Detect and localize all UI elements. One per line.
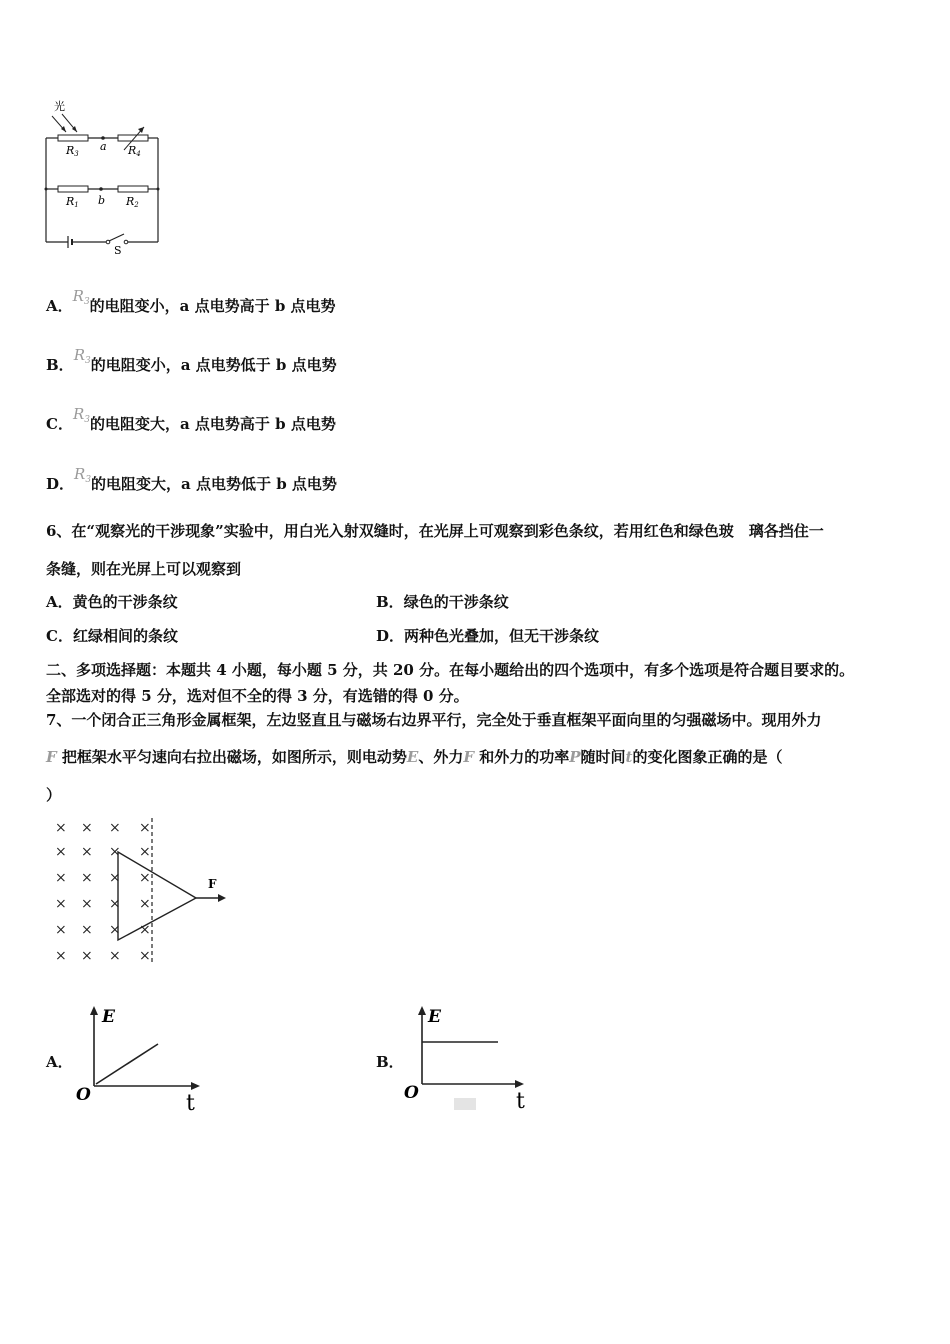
circuit-diagram	[40, 96, 170, 258]
graph-option-a	[72, 1000, 212, 1116]
graph-line	[96, 1044, 158, 1084]
option-var: $R_3$	[72, 287, 90, 307]
switch-label: S	[114, 244, 122, 257]
field-x-mark: ×	[109, 922, 121, 938]
x-axis-arrow	[191, 1082, 200, 1090]
q5-option-c	[46, 405, 336, 440]
force-arrow-head	[218, 894, 226, 902]
q5-option-d	[46, 465, 337, 500]
field-x-mark: ×	[81, 922, 93, 938]
field-x-mark: ×	[55, 844, 67, 860]
field-x-mark: ×	[139, 820, 151, 836]
q6-option-a: A．黄色的干涉条纹	[46, 593, 178, 611]
q6-option-c: C．红绿相间的条纹	[46, 627, 178, 645]
resistor-r2	[118, 186, 148, 192]
var-e: E	[406, 748, 419, 766]
field-marks	[55, 820, 151, 964]
option-var: $R_3$	[73, 346, 91, 366]
field-x-mark: ×	[55, 948, 67, 964]
q7-stem-line3: ）	[46, 786, 62, 804]
field-x-mark: ×	[139, 922, 151, 938]
option-text: 的电阻变小，a 点电势高于 b 点电势	[89, 297, 336, 315]
y-axis-label: E	[428, 1007, 441, 1027]
field-x-mark: ×	[55, 896, 67, 912]
graph-option-b	[400, 1000, 540, 1116]
q5-option-b	[46, 346, 337, 381]
field-x-mark: ×	[81, 870, 93, 886]
q7-stem-line1: 7、一个闭合正三角形金属框架，左边竖直且与磁场右边界平行，完全处于垂直框架平面向里的匀强磁场中。现用外力	[46, 711, 822, 729]
field-x-mark: ×	[139, 896, 151, 912]
field-x-mark: ×	[81, 896, 93, 912]
field-x-mark: ×	[55, 922, 67, 938]
var-p: P	[569, 748, 581, 766]
field-x-mark: ×	[109, 948, 121, 964]
origin-label: O	[404, 1083, 419, 1103]
magnetic-field-figure	[46, 814, 236, 970]
field-x-mark: ×	[109, 844, 121, 860]
r3-label: R3	[66, 144, 79, 158]
q7-option-a-label: A．	[46, 1053, 73, 1071]
section2-heading-line1: 二、多项选择题：本题共 4 小题，每小题 5 分，共 20 分。在每小题给出的四个选项中，有多个选项是符合题目要求的。	[46, 661, 855, 679]
field-x-mark: ×	[81, 844, 93, 860]
option-label: D．	[46, 475, 75, 493]
origin-label: O	[76, 1085, 91, 1105]
r1-label: R1	[66, 195, 79, 209]
q6-stem-line2: 条缝，则在光屏上可以观察到	[46, 560, 242, 578]
field-x-mark: ×	[109, 896, 121, 912]
field-x-mark: ×	[109, 820, 121, 836]
var-t: t	[625, 748, 633, 766]
y-axis-arrow	[418, 1006, 426, 1015]
field-x-mark: ×	[139, 948, 151, 964]
var-f: F	[46, 748, 57, 766]
resistor-r3	[58, 135, 88, 141]
x-axis-arrow	[515, 1080, 524, 1088]
option-var: $R_3$	[74, 465, 92, 485]
x-axis-label: t	[516, 1089, 525, 1114]
q6-stem-line1: 6、在“观察光的干涉现象”实验中，用白光入射双缝时，在光屏上可观察到彩色条纹，若用红色和绿色玻 璃各挡住一	[46, 522, 824, 540]
y-axis-arrow	[90, 1006, 98, 1015]
section2-heading-line2: 全部选对的得 5 分，选对但不全的得 3 分，有选错的得 0 分。	[46, 687, 469, 705]
scan-artifact	[454, 1098, 476, 1110]
field-x-mark: ×	[55, 870, 67, 886]
field-x-mark: ×	[109, 870, 121, 886]
option-label: A．	[46, 297, 73, 315]
y-axis-label: E	[102, 1007, 115, 1027]
var-f: F	[463, 748, 474, 766]
field-x-mark: ×	[139, 844, 151, 860]
node-a-label: a	[100, 140, 107, 153]
q7-stem-line2: F 把框架水平匀速向右拉出磁场，如图所示，则电动势E、外力F 和外力的功率P随时间t的变化图象正确的是（	[46, 748, 783, 766]
q5-option-a	[46, 287, 336, 322]
switch-blade	[109, 234, 124, 241]
field-x-mark: ×	[139, 870, 151, 886]
node-b-dot	[99, 187, 103, 191]
resistor-r1	[58, 186, 88, 192]
r2-label: R2	[126, 195, 139, 209]
option-label: B．	[46, 356, 74, 374]
q6-option-b: B．绿色的干涉条纹	[376, 593, 509, 611]
field-x-mark: ×	[55, 820, 67, 836]
force-label: F	[208, 877, 217, 891]
option-text: 的电阻变大，a 点电势低于 b 点电势	[91, 475, 337, 493]
node-b-label: b	[98, 194, 106, 207]
field-x-mark: ×	[81, 948, 93, 964]
x-axis-label: t	[186, 1091, 195, 1116]
q7-option-b-label: B．	[376, 1053, 404, 1071]
r4-label: R4	[128, 144, 141, 158]
q6-option-d: D．两种色光叠加，但无干涉条纹	[376, 627, 600, 645]
light-label: 光	[54, 100, 65, 113]
option-text: 的电阻变大，a 点电势高于 b 点电势	[89, 415, 336, 433]
triangle-frame	[118, 852, 196, 940]
option-label: C．	[46, 415, 73, 433]
option-var: $R_3$	[72, 405, 90, 425]
field-x-mark: ×	[81, 820, 93, 836]
option-text: 的电阻变小，a 点电势低于 b 点电势	[90, 356, 337, 374]
